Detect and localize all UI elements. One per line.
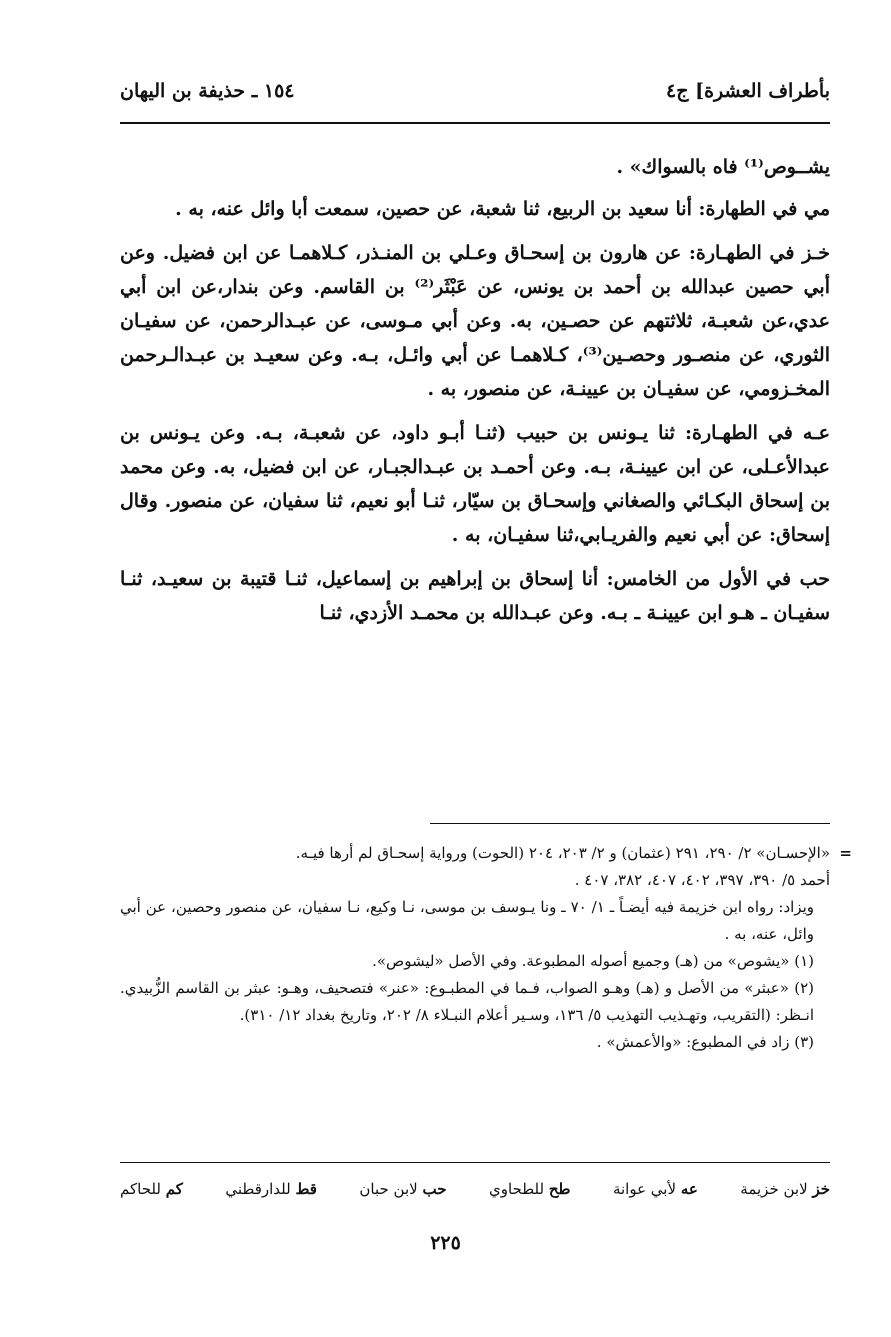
footnotes bbox=[120, 840, 852, 1056]
legend-code: خز bbox=[812, 1180, 830, 1198]
footnote-continuation-line1: «الإحسـان» ٢/ ٢٩٠، ٢٩١ (عثمان) و ٢/ ٢٠٣، ٢٠٤ (الحوت) ورواية إسحـاق لم أرها فيـه. bbox=[295, 844, 830, 862]
running-header bbox=[120, 66, 830, 116]
legend-item bbox=[225, 1180, 317, 1198]
header-book-title: بأطراف العشرة] ج٤ bbox=[666, 80, 830, 102]
paragraph-hb: حب في الأول من الخامس: أنا إسحاق بن إبراهيم بن إسماعيل، ثنـا قتيبة بن سعيـد، ثنـا سفيـان ـ هـو ابن عيينـة ـ بـه. وعن عبـدالله بن محمـد الأزدي، ثنـا bbox=[120, 568, 830, 624]
legend-label: لابن حبان bbox=[359, 1180, 418, 1198]
footnote-continuation-line2: أحمد ٥/ ٣٩٠، ٣٩٧، ٤٠٢، ٤٠٧، ٣٨٢، ٤٠٧ . bbox=[574, 871, 830, 889]
legend-code: عه bbox=[680, 1180, 698, 1198]
legend-label: للطحاوي bbox=[488, 1180, 545, 1198]
paragraph-khz: خـز في الطهـارة: عن هارون بن إسحـاق وعـلي بن المنـذر، كـلاهمـا عن ابن فضيل. وعن أبي حصين عبدالله بن أحمد بن يونس، عن عَبْثَر⁽²⁾ بن القاسم. وعن بندار،عن ابن أبي عدي،عن شعبـة، ثلاثتهم عن حصـين، به. وعن أبي مـوسى، عن عبـدالرحمن، عن سفيـان الثوري، عن منصـور وحصـين⁽³⁾، كـلاهمـا عن أبي وائـل، بـه. وعن سعيـد بن عبـدالـرحمن المخـزومي، عن سفيـان بن عيينـة، عن منصور، به . bbox=[120, 242, 830, 400]
legend-rule bbox=[120, 1162, 830, 1163]
paragraph-continuation: يشــوص⁽¹⁾ فاه بالسواك» . bbox=[616, 156, 830, 178]
legend-code: قط bbox=[295, 1180, 317, 1198]
paragraph-mi: مي في الطهارة: أنا سعيد بن الربيع، ثنا شعبة، عن حصين، سمعت أبا وائل عنه، به . bbox=[175, 198, 830, 220]
legend-label: للحاكم bbox=[120, 1180, 161, 1198]
legend-item bbox=[120, 1180, 183, 1198]
footnote-3: (٣) زاد في المطبوع: «والأعمش» . bbox=[596, 1033, 814, 1051]
legend-code: حب bbox=[422, 1180, 447, 1198]
legend-item bbox=[489, 1180, 570, 1198]
legend-code: كم bbox=[165, 1180, 183, 1198]
legend-code: طح bbox=[548, 1180, 571, 1198]
legend-label: لابن خزيمة bbox=[740, 1180, 808, 1198]
legend-item bbox=[359, 1180, 446, 1198]
legend-item bbox=[740, 1180, 830, 1198]
header-rule bbox=[120, 122, 830, 124]
paragraph-ah: عـه في الطهـارة: ثنا يـونس بن حبيب (ثنـا أبـو داود، عن شعبـة، بـه. وعن يـونس بن عبدالأعـلى، عن ابن عيينـة، بـه. وعن أحمـد بن عبـدالجبـار، عن ابن فضيل، به. وعن محمد بن إسحاق البكـائي والصغاني وإسحـاق بن سيّار، ثنـا أبو نعيم، ثنا سفيان، عن منصور. وقال إسحاق: عن أبي نعيم والفريـابي،ثنا سفيـان، به . bbox=[120, 422, 830, 546]
continuation-mark: = bbox=[839, 844, 852, 862]
header-chapter-title: ١٥٤ ـ حذيفة بن اليهان bbox=[120, 80, 295, 102]
legend-label: لأبي عوانة bbox=[612, 1180, 677, 1198]
main-text bbox=[120, 150, 830, 640]
footnote-1: (١) «يشوص» من (هـ) وجميع أصوله المطبوعة. وفي الأصل «ليشوص». bbox=[372, 952, 814, 970]
footnote-2: (٢) «عبثر» من الأصل و (هـ) وهـو الصواب، فـما في المطبـوع: «عنر» فتصحيف، وهـو: عبثر بن القاسم الزُّبيدي. انـظر: (التقريب، وتهـذيب التهذيب ٥/ ١٣٦، وسـير أعلام النبـلاء ٨/ ٢٠٢، وتاريخ بغداد ١٢/ ٣١٠). bbox=[120, 979, 814, 1024]
footnote-addition: ويزاد: رواه ابن خزيمة فيه أيضـاً ـ ١/ ٧٠ ـ ونا يـوسف بن موسى، نـا وكيع، نـا سفيان، عن منصور وحصين، عن أبي وائل، عنه، به . bbox=[120, 898, 815, 943]
legend-label: للدارقطني bbox=[225, 1180, 291, 1198]
footnote-continuation bbox=[120, 840, 852, 867]
legend-item bbox=[613, 1180, 698, 1198]
footnote-rule bbox=[430, 823, 830, 824]
abbreviation-legend bbox=[120, 1180, 830, 1198]
page-number: ٢٢٥ bbox=[430, 1232, 461, 1254]
